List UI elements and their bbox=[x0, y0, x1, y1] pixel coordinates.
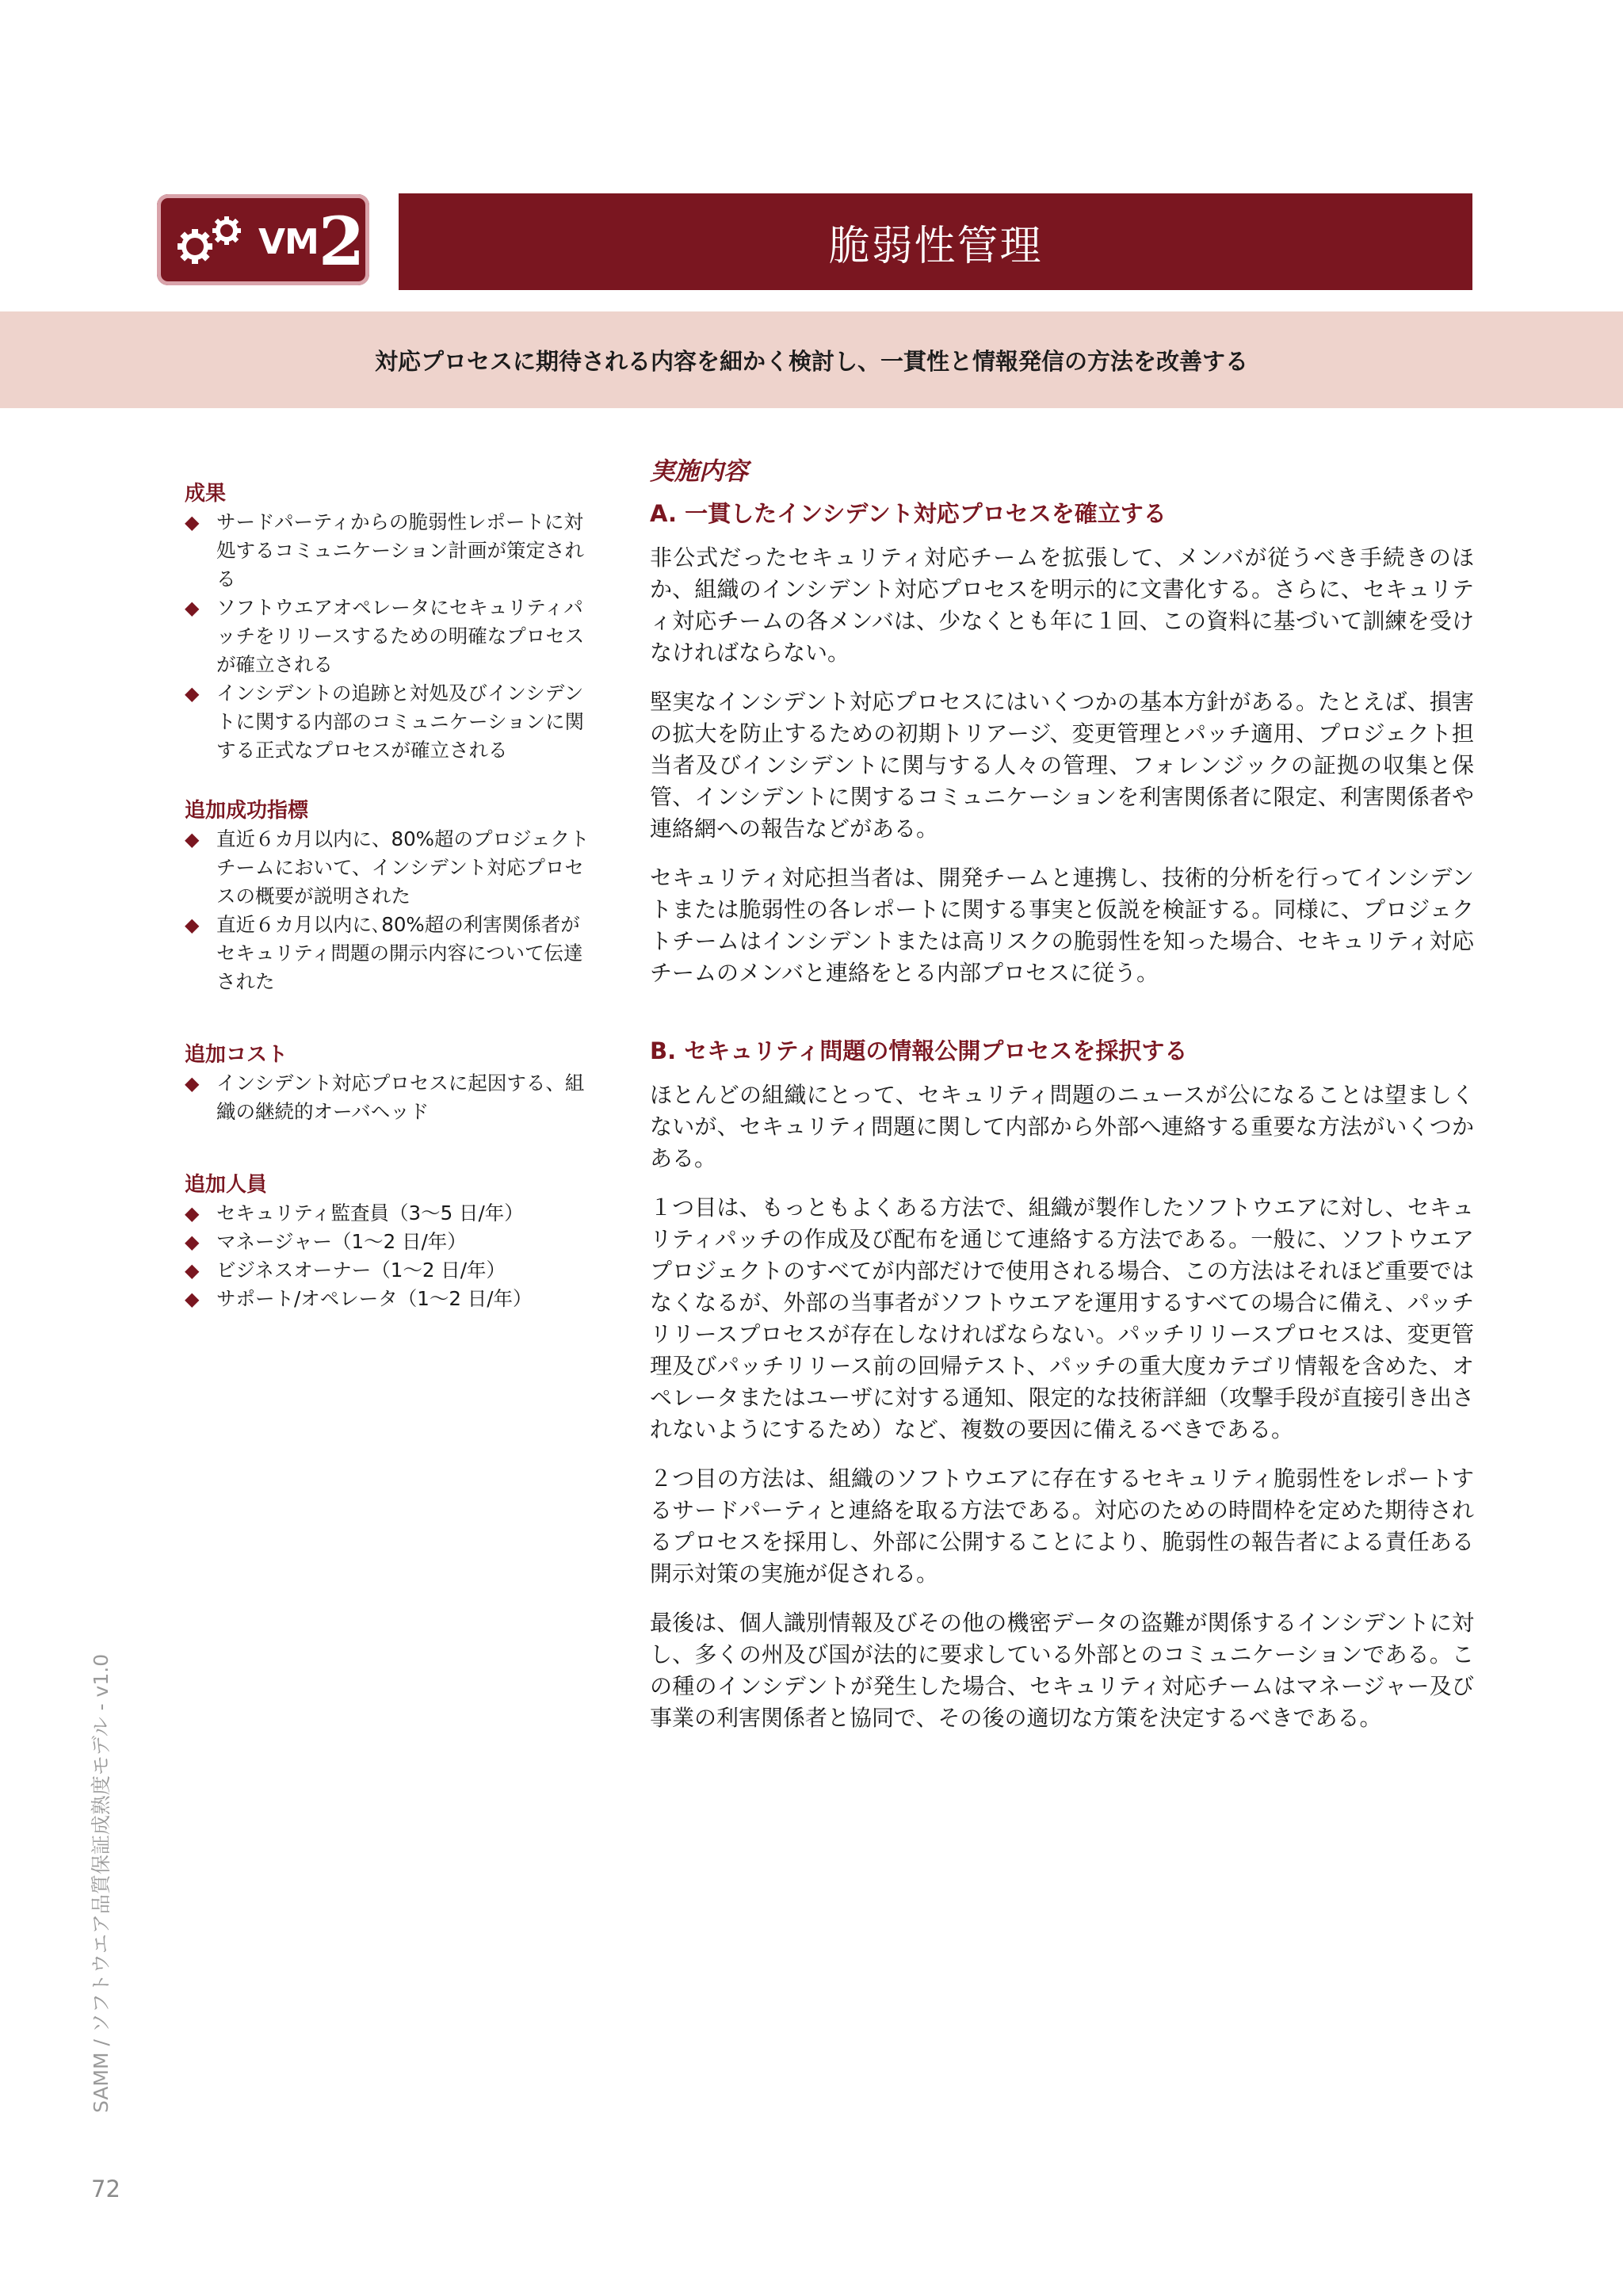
activity-a bbox=[650, 496, 1474, 989]
results-list bbox=[185, 508, 597, 765]
list-item: ◆ サポート/オペレータ（1〜2 日/年） bbox=[185, 1285, 597, 1313]
gears-icon bbox=[168, 207, 254, 273]
page-title-bar bbox=[399, 193, 1472, 290]
badge-practice-code: VM bbox=[258, 222, 319, 262]
personnel-heading: 追加人員 bbox=[185, 1173, 268, 1197]
paragraph: ほとんどの組織にとって、セキュリティ問題のニュースが公になることは望ましくないが、セキュリティ問題に関して内部から外部へ連絡する重要な方法がいくつかある。 bbox=[650, 1082, 1474, 1171]
results-section bbox=[185, 479, 597, 765]
list-item: ◆ インシデント対応プロセスに起因する、組織の継続的オーバヘッド bbox=[185, 1069, 597, 1126]
list-item: ◆ インシデントの追跡と対処及びインシデントに関する内部のコミュニケーションに関する正式なプロセスが確立される bbox=[185, 679, 597, 765]
paragraph: セキュリティ対応担当者は、開発チームと連携し、技術的分析を行ってインシデントまたは脆弱性の各レポートに関する事実と仮説を検証する。同様に、プロジェクトチームはインシデントまたは高リスクの脆弱性を知った場合、セキュリティ対応チームのメンバと連絡をとる内部プロセスに従う。 bbox=[650, 865, 1474, 986]
objective-text: 対応プロセスに期待される内容を細かく検討し、一貫性と情報発信の方法を改善する bbox=[374, 347, 1248, 375]
activity-a-heading: A. 一貫したインシデント対応プロセスを確立する bbox=[650, 500, 1167, 527]
costs-heading: 追加コスト bbox=[185, 1043, 288, 1067]
list-item: ◆ セキュリティ監査員（3〜5 日/年） bbox=[185, 1199, 597, 1228]
document-running-title: SAMM / ソフトウエア品質保証成熟度モデル - v1.0 bbox=[90, 1653, 113, 2113]
page-title: 脆弱性管理 bbox=[828, 222, 1043, 270]
activity-b-heading: B. セキュリティ問題の情報公開プロセスを採択する bbox=[650, 1037, 1188, 1064]
activities-label: 実施内容 bbox=[650, 457, 748, 486]
list-item: ◆ サードパーティからの脆弱性レポートに対処するコミュニケーション計画が策定される bbox=[185, 508, 597, 594]
success-metrics-heading: 追加成功指標 bbox=[185, 799, 309, 823]
success-metrics-list bbox=[185, 825, 597, 996]
practice-badge bbox=[157, 194, 369, 285]
personnel-section bbox=[185, 1171, 597, 1313]
personnel-list bbox=[185, 1199, 597, 1313]
paragraph: １つ目は、もっともよくある方法で、組織が製作したソフトウエアに対し、セキュリティパッチの作成及び配布を通じて連絡する方法である。一般に、ソフトウエアプロジェクトのすべてが内部だけで使用される場合、この方法はそれほど重要ではなくなるが、外部の当事者がソフトウエアを運用するすべての場合に備え、パッチリリースプロセスが存在しなければならない。パッチリリースプロセスは、変更管理及びパッチリリース前の回帰テスト、パッチの重大度カテゴリ情報を含めた、オペレータまたはユーザに対する通知、限定的な技術詳細（攻撃手段が直接引き出されないようにするため）など、複数の要因に備えるべきである。 bbox=[650, 1194, 1474, 1442]
main-content bbox=[650, 452, 1474, 1752]
results-heading: 成果 bbox=[185, 482, 227, 506]
sidebar bbox=[185, 479, 597, 1313]
badge-level: 2 bbox=[318, 202, 365, 281]
paragraph: 非公式だったセキュリティ対応チームを拡張して、メンバが従うべき手続きのほか、組織のインシデント対応プロセスを明示的に文書化する。さらに、セキュリティ対応チームの各メンバは、少なくとも年に１回、この資料に基づいて訓練を受けなければならない。 bbox=[650, 544, 1474, 666]
paragraph: 堅実なインシデント対応プロセスにはいくつかの基本方針がある。たとえば、損害の拡大を防止するための初期トリアージ、変更管理とパッチ適用、プロジェクト担当者及びインシデントに関与する人々の管理、フォレンジックの証拠の収集と保管、インシデントに関するコミュニケーションを利害関係者に限定、利害関係者や連絡網への報告などがある。 bbox=[650, 689, 1474, 842]
badge-code bbox=[258, 202, 365, 281]
list-item: ◆ ビジネスオーナー（1〜2 日/年） bbox=[185, 1256, 597, 1285]
page-number: 72 bbox=[91, 2176, 120, 2202]
costs-section bbox=[185, 1041, 597, 1126]
list-item: ◆ 直近６カ月以内に、80%超のプロジェクトチームにおいて、インシデント対応プロセスの概要が説明された bbox=[185, 825, 597, 911]
paragraph: 最後は、個人識別情報及びその他の機密データの盗難が関係するインシデントに対し、多くの州及び国が法的に要求している外部とのコミュニケーションである。この種のインシデントが発生した場合、セキュリティ対応チームはマネージャー及び事業の利害関係者と協同で、その後の適切な方策を決定するべきである。 bbox=[650, 1610, 1474, 1731]
paragraph: ２つ目の方法は、組織のソフトウエアに存在するセキュリティ脆弱性をレポートするサードパーティと連絡を取る方法である。対応のための時間枠を定めた期待されるプロセスを採用し、外部に公開することにより、脆弱性の報告者による責任ある開示対策の実施が促される。 bbox=[650, 1465, 1474, 1587]
costs-list bbox=[185, 1069, 597, 1126]
list-item: ◆ マネージャー（1〜2 日/年） bbox=[185, 1228, 597, 1256]
success-metrics-section bbox=[185, 797, 597, 996]
list-item: ◆ ソフトウエアオペレータにセキュリティパッチをリリースするための明確なプロセスが確立される bbox=[185, 594, 597, 679]
list-item: ◆ 直近６カ月以内に､80%超の利害関係者がセキュリティ問題の開示内容について伝達された bbox=[185, 911, 597, 996]
activity-b bbox=[650, 1033, 1474, 1734]
objective-band bbox=[0, 311, 1623, 408]
